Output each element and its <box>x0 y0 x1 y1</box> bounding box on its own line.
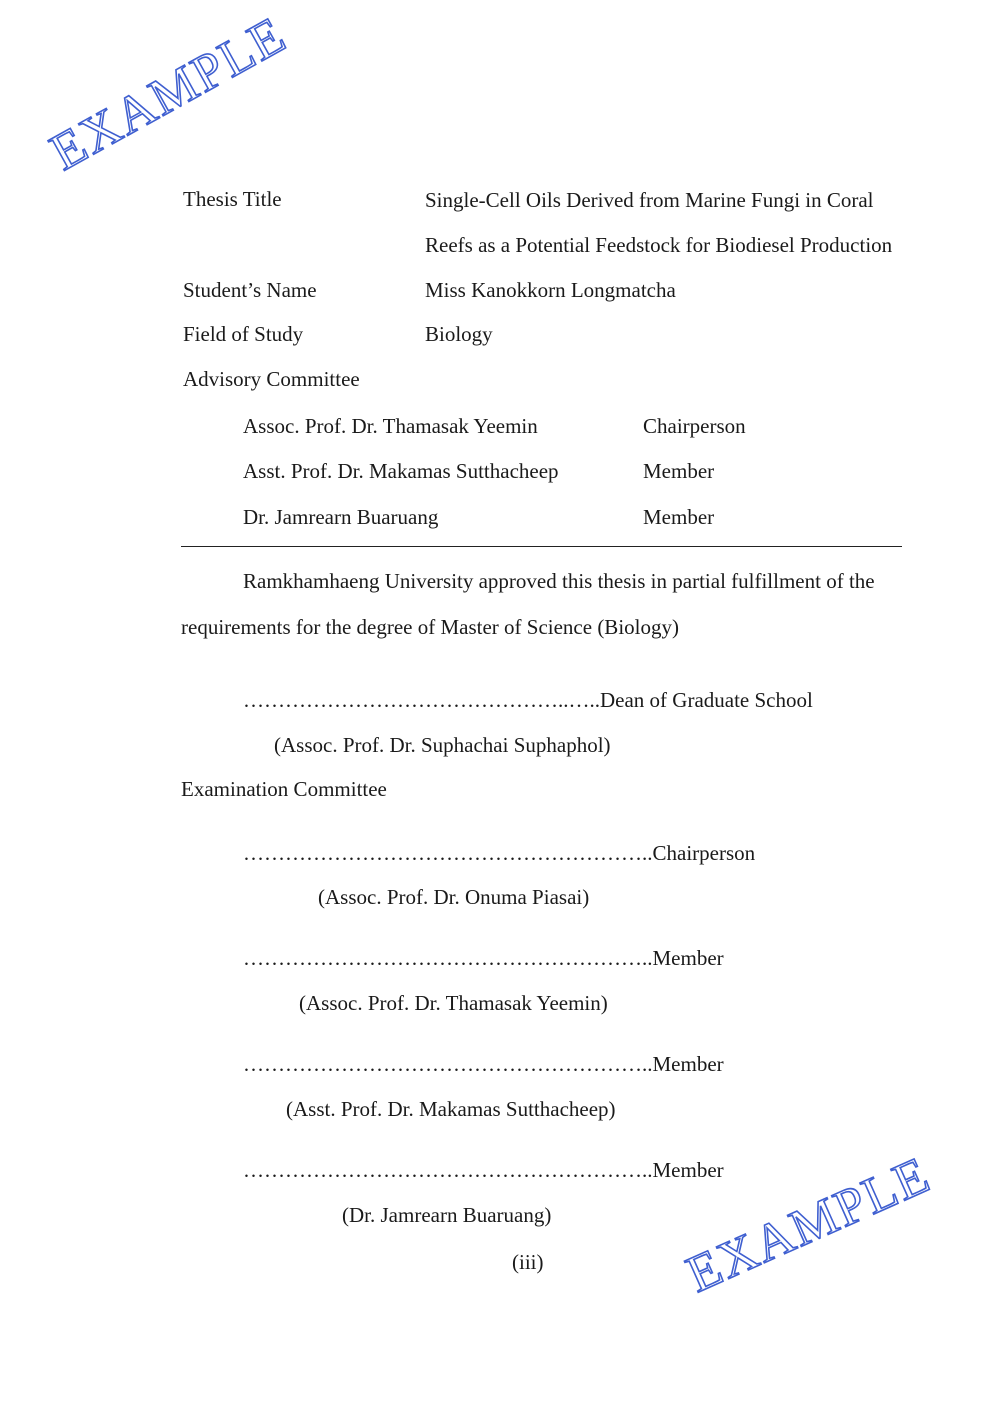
examiner-name: (Dr. Jamrearn Buaruang) <box>342 1203 552 1227</box>
approval-statement-line2: requirements for the degree of Master of Science (Biology) <box>181 615 679 639</box>
examiner-name: (Asst. Prof. Dr. Makamas Sutthacheep) <box>286 1097 616 1121</box>
dean-name: (Assoc. Prof. Dr. Suphachai Suphaphol) <box>274 733 611 757</box>
thesis-title-line1: Single-Cell Oils Derived from Marine Fungi in Coral <box>425 188 874 212</box>
advisor-role: Chairperson <box>643 414 746 438</box>
examiner-name: (Assoc. Prof. Dr. Thamasak Yeemin) <box>299 991 608 1015</box>
advisory-committee-label: Advisory Committee <box>183 367 360 391</box>
examiner-signature-line: …………………………………………………..Chairperson <box>243 841 756 865</box>
field-of-study-label: Field of Study <box>183 322 304 346</box>
examiner-signature-line: …………………………………………………..Member <box>243 946 724 970</box>
watermark-stamp-top: EXAMPLE <box>41 6 296 182</box>
field-of-study-value: Biology <box>425 322 493 346</box>
student-name-value: Miss Kanokkorn Longmatcha <box>425 278 676 302</box>
thesis-title-label: Thesis Title <box>183 187 282 211</box>
advisor-role: Member <box>643 459 715 483</box>
page-number: (iii) <box>512 1250 544 1274</box>
watermark-stamp-bottom: EXAMPLE <box>678 1146 939 1304</box>
examiner-name: (Assoc. Prof. Dr. Onuma Piasai) <box>318 885 590 909</box>
examination-committee-label: Examination Committee <box>181 777 387 801</box>
advisor-name: Asst. Prof. Dr. Makamas Sutthacheep <box>243 459 559 483</box>
thesis-title-line2: Reefs as a Potential Feedstock for Biodiesel Production <box>425 233 893 257</box>
examiner-signature-line: …………………………………………………..Member <box>243 1052 724 1076</box>
section-divider <box>181 546 902 547</box>
student-name-label: Student’s Name <box>183 278 317 302</box>
dean-signature-line: ………………………………………..…..Dean of Graduate School <box>243 688 813 712</box>
advisor-role: Member <box>643 505 715 529</box>
approval-statement-line1: Ramkhamhaeng University approved this thesis in partial fulfillment of the <box>243 569 875 593</box>
examiner-signature-line: …………………………………………………..Member <box>243 1158 724 1182</box>
advisor-name: Assoc. Prof. Dr. Thamasak Yeemin <box>243 414 538 438</box>
advisor-name: Dr. Jamrearn Buaruang <box>243 505 439 529</box>
